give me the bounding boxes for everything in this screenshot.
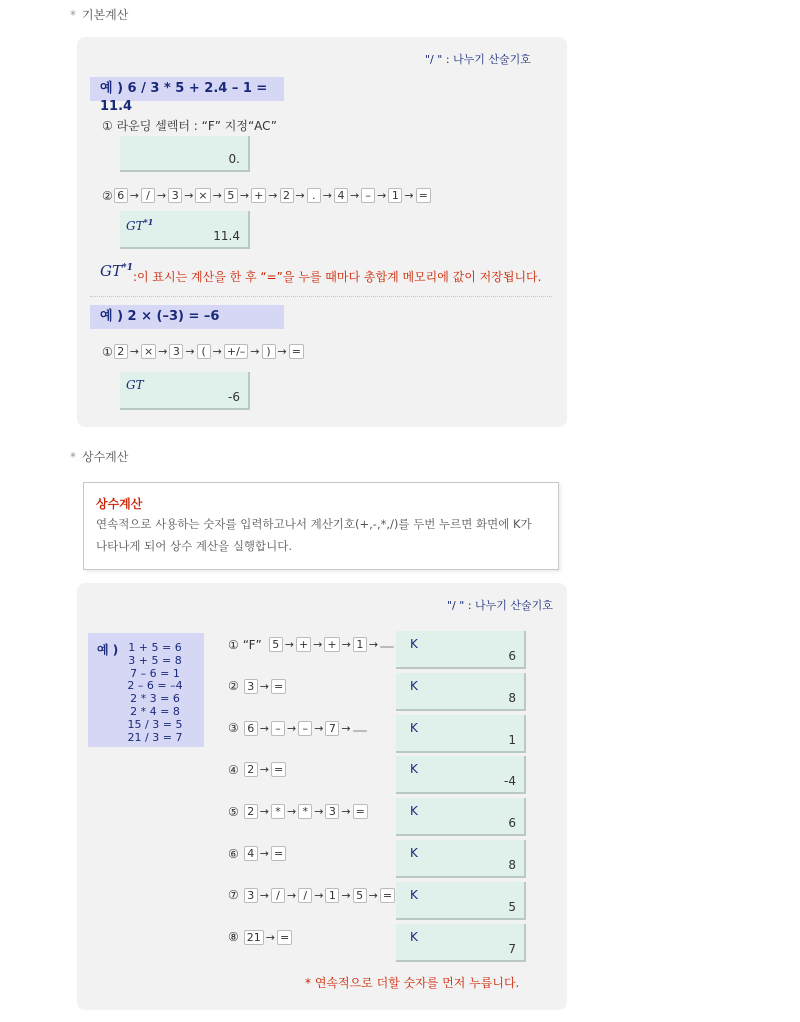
step-number: ② <box>102 188 113 203</box>
k-display <box>396 798 526 836</box>
step-number: ① <box>102 344 113 359</box>
calc-key: 6 <box>244 721 258 736</box>
gt-note <box>100 262 541 285</box>
equation-line: 7 – 6 = 1 <box>130 666 180 680</box>
display-value: -4 <box>504 774 516 789</box>
calc-key: 7 <box>325 721 339 736</box>
display-value: 8 <box>508 858 516 872</box>
arrow-icon: → <box>259 721 269 735</box>
constant-step <box>228 637 395 652</box>
calc-key: * <box>298 804 312 819</box>
equation-line: 2 * 3 = 6 <box>130 692 180 706</box>
calc-key: 21 <box>244 930 264 945</box>
calc-key: – <box>361 188 375 203</box>
gt-note-gt: GT <box>100 262 122 280</box>
calc-key: 3 <box>168 188 182 203</box>
k-label: K <box>410 846 418 860</box>
calc-key: / <box>298 888 312 903</box>
calc-key: 2 <box>114 344 128 359</box>
arrow-icon: → <box>184 189 194 202</box>
calc-key: – <box>298 721 312 736</box>
display-value: 7 <box>508 941 516 956</box>
calc-key <box>380 646 394 648</box>
calc-key: 1 <box>388 188 402 203</box>
calc-key: 4 <box>244 846 258 861</box>
calc-key: +/– <box>224 344 248 359</box>
display-value: 6 <box>508 649 516 663</box>
equation-line: 2 * 4 = 8 <box>130 704 180 718</box>
calc-key: 3 <box>244 679 258 694</box>
step-number: ⑥ <box>228 846 239 861</box>
arrow-icon: → <box>239 189 250 202</box>
calc-display-3 <box>120 372 250 410</box>
bullet-star-icon: * <box>70 8 76 22</box>
arrow-icon: → <box>368 638 379 651</box>
calc-key: 2 <box>244 762 258 777</box>
k-label: K <box>410 929 418 944</box>
key-sequence <box>243 679 287 694</box>
k-display <box>396 924 526 962</box>
calc-key: ( <box>197 344 211 359</box>
gt-note-symbol <box>100 262 133 280</box>
key-sequence <box>268 637 395 652</box>
equation-line: 1 + 5 = 6 <box>128 641 182 654</box>
display-value: 5 <box>508 899 516 914</box>
arrow-icon: → <box>286 721 297 735</box>
arrow-icon: → <box>158 345 168 358</box>
k-label: K <box>410 762 418 777</box>
key-sequence <box>243 721 368 736</box>
calc-key: 5 <box>353 888 367 903</box>
dotted-divider <box>90 296 552 297</box>
key-sequence <box>243 804 369 819</box>
k-display <box>396 631 526 669</box>
arrow-icon: → <box>368 888 378 902</box>
division-note: "/ " : 나누기 산술기호 <box>425 53 531 66</box>
calc-key: + <box>324 637 339 652</box>
calc-key: 5 <box>269 637 283 652</box>
step-number: ⑧ <box>228 930 239 945</box>
step-number: ⑤ <box>228 804 239 819</box>
gt-label <box>126 217 153 233</box>
k-display <box>396 882 526 920</box>
constant-step <box>228 930 293 945</box>
step-number: ⑦ <box>228 888 239 903</box>
k-label: K <box>410 637 418 651</box>
example2-label: 예 ) 2 × (–3) = –6 <box>90 305 284 329</box>
step-number: ② <box>228 679 239 694</box>
k-display <box>396 756 526 794</box>
arrow-icon: → <box>185 345 195 358</box>
arrow-icon: → <box>212 345 222 358</box>
calc-display-2 <box>120 211 250 249</box>
info-text-2: 나타나게 되어 상수 계산을 실행합니다. <box>96 539 293 553</box>
gt-note-text: :이 표시는 계산을 한 후 “=”을 누를 때마다 총합계 메모리에 값이 저장됩니다. <box>132 270 542 284</box>
constant-footnote: * 연속적으로 더할 숫자를 먼저 누릅니다. <box>305 976 520 990</box>
key-sequence <box>243 762 287 777</box>
info-text-1: 연속적으로 사용하는 숫자를 입력하고나서 계산기호(+,-,*,/)를 두번 누르면 화면에 K가 <box>96 517 532 531</box>
calc-key: 3 <box>325 804 339 819</box>
calc-key: 1 <box>325 888 339 903</box>
constant-step <box>228 888 396 903</box>
bullet-star-icon: * <box>70 450 76 464</box>
calc-key: . <box>307 188 321 203</box>
calc-key: = <box>380 888 395 903</box>
calc-key: 1 <box>353 637 367 652</box>
equation-list <box>126 642 184 744</box>
gt-note-sup: *1 <box>122 263 133 273</box>
calc-key: = <box>416 188 431 203</box>
step-prefix: “F” <box>242 637 262 652</box>
calc-key: 6 <box>114 188 128 203</box>
constant-step <box>228 804 369 819</box>
arrow-icon: → <box>129 345 139 358</box>
arrow-icon: → <box>259 888 269 902</box>
arrow-icon: → <box>341 888 351 902</box>
equation-line: 21 / 3 = 7 <box>127 730 183 744</box>
example2-step1 <box>102 344 305 359</box>
calc-key: 3 <box>169 344 183 359</box>
key-sequence <box>243 930 293 945</box>
arrow-icon: → <box>259 847 269 860</box>
example1-step2 <box>102 188 432 203</box>
constant-example-box <box>88 633 204 747</box>
arrow-icon: → <box>404 189 414 202</box>
arrow-icon: → <box>314 888 324 902</box>
arrow-icon: → <box>250 345 260 358</box>
constant-step <box>228 846 287 861</box>
calc-key: 4 <box>334 188 348 203</box>
arrow-icon: → <box>259 763 269 777</box>
arrow-icon: → <box>129 189 139 202</box>
calc-key <box>353 730 367 732</box>
equation-line: 2 – 6 = –4 <box>127 679 183 693</box>
calc-key: × <box>141 344 156 359</box>
k-label: K <box>410 678 418 693</box>
key-sequence <box>243 888 396 903</box>
step-number: ① <box>228 637 239 652</box>
calc-key: 2 <box>244 804 258 819</box>
arrow-icon: → <box>377 189 387 202</box>
arrow-icon: → <box>265 930 275 944</box>
calc-key: = <box>271 679 286 694</box>
key-sequence <box>243 846 287 861</box>
step-number: ③ <box>228 721 239 736</box>
division-note-2: "/ " : 나누기 산술기호 <box>447 599 553 612</box>
calc-key: / <box>141 188 155 203</box>
calc-key: + <box>251 188 266 203</box>
calc-key: + <box>296 637 311 652</box>
section-title-basic-text: 기본계산 <box>82 8 129 22</box>
key-sequence <box>113 344 305 359</box>
arrow-icon: → <box>349 189 360 202</box>
gt-sup: *1 <box>143 217 154 227</box>
k-display <box>396 840 526 878</box>
calc-key: – <box>271 721 285 736</box>
calc-key: / <box>271 888 285 903</box>
k-label: K <box>410 887 418 902</box>
k-display <box>396 715 526 753</box>
step-number: ④ <box>228 762 239 777</box>
calc-key: = <box>271 762 286 777</box>
calc-key: 2 <box>280 188 294 203</box>
arrow-icon: → <box>341 805 351 819</box>
arrow-icon: → <box>268 189 278 202</box>
calc-key: × <box>195 188 210 203</box>
arrow-icon: → <box>259 679 269 693</box>
constant-step <box>228 721 368 736</box>
display-value: 6 <box>508 816 516 831</box>
arrow-icon: → <box>314 721 324 735</box>
arrow-icon: → <box>341 721 351 735</box>
gt-label: GT <box>126 378 144 392</box>
k-label: K <box>410 804 418 819</box>
calc-key: 5 <box>224 188 238 203</box>
arrow-icon: → <box>277 345 287 358</box>
equation-line: 3 + 5 = 8 <box>128 653 182 667</box>
calc-display-1 <box>120 136 250 172</box>
section-title-constant <box>70 448 128 465</box>
arrow-icon: → <box>156 189 167 202</box>
arrow-icon: → <box>313 638 323 651</box>
k-display <box>396 673 526 711</box>
constant-info-box <box>83 482 559 570</box>
display-value: -6 <box>228 390 240 404</box>
arrow-icon: → <box>314 805 324 819</box>
arrow-icon: → <box>286 888 297 902</box>
display-value: 1 <box>508 732 516 747</box>
arrow-icon: → <box>286 805 297 819</box>
calc-key: = <box>271 846 286 861</box>
section-title-basic <box>70 6 128 23</box>
example1-label: 예 ) 6 / 3 * 5 + 2.4 – 1 = 11.4 <box>90 77 284 101</box>
display-value: 8 <box>508 690 516 705</box>
calc-key: = <box>289 344 304 359</box>
constant-example-label: 예 ) <box>97 643 119 657</box>
key-sequence <box>113 188 432 203</box>
arrow-icon: → <box>259 805 269 819</box>
constant-step <box>228 679 287 694</box>
arrow-icon: → <box>341 638 351 651</box>
calc-key: 3 <box>244 888 258 903</box>
display-value: 0. <box>228 152 240 166</box>
equation-line: 15 / 3 = 5 <box>127 717 183 731</box>
calc-key: ) <box>262 344 276 359</box>
example1-step1: ① 라운딩 셀렉터 : “F” 지정“AC” <box>102 119 277 133</box>
arrow-icon: → <box>212 189 222 202</box>
arrow-icon: → <box>284 638 294 651</box>
calc-key: = <box>353 804 368 819</box>
calc-key: = <box>277 930 292 945</box>
arrow-icon: → <box>322 189 332 202</box>
info-heading: 상수계산 <box>96 497 143 511</box>
section-title-constant-text: 상수계산 <box>82 450 129 464</box>
k-label: K <box>410 720 418 735</box>
gt-text: GT <box>126 219 144 233</box>
display-value: 11.4 <box>213 229 240 243</box>
calc-key: * <box>271 804 285 819</box>
arrow-icon: → <box>295 189 305 202</box>
constant-step <box>228 762 287 777</box>
